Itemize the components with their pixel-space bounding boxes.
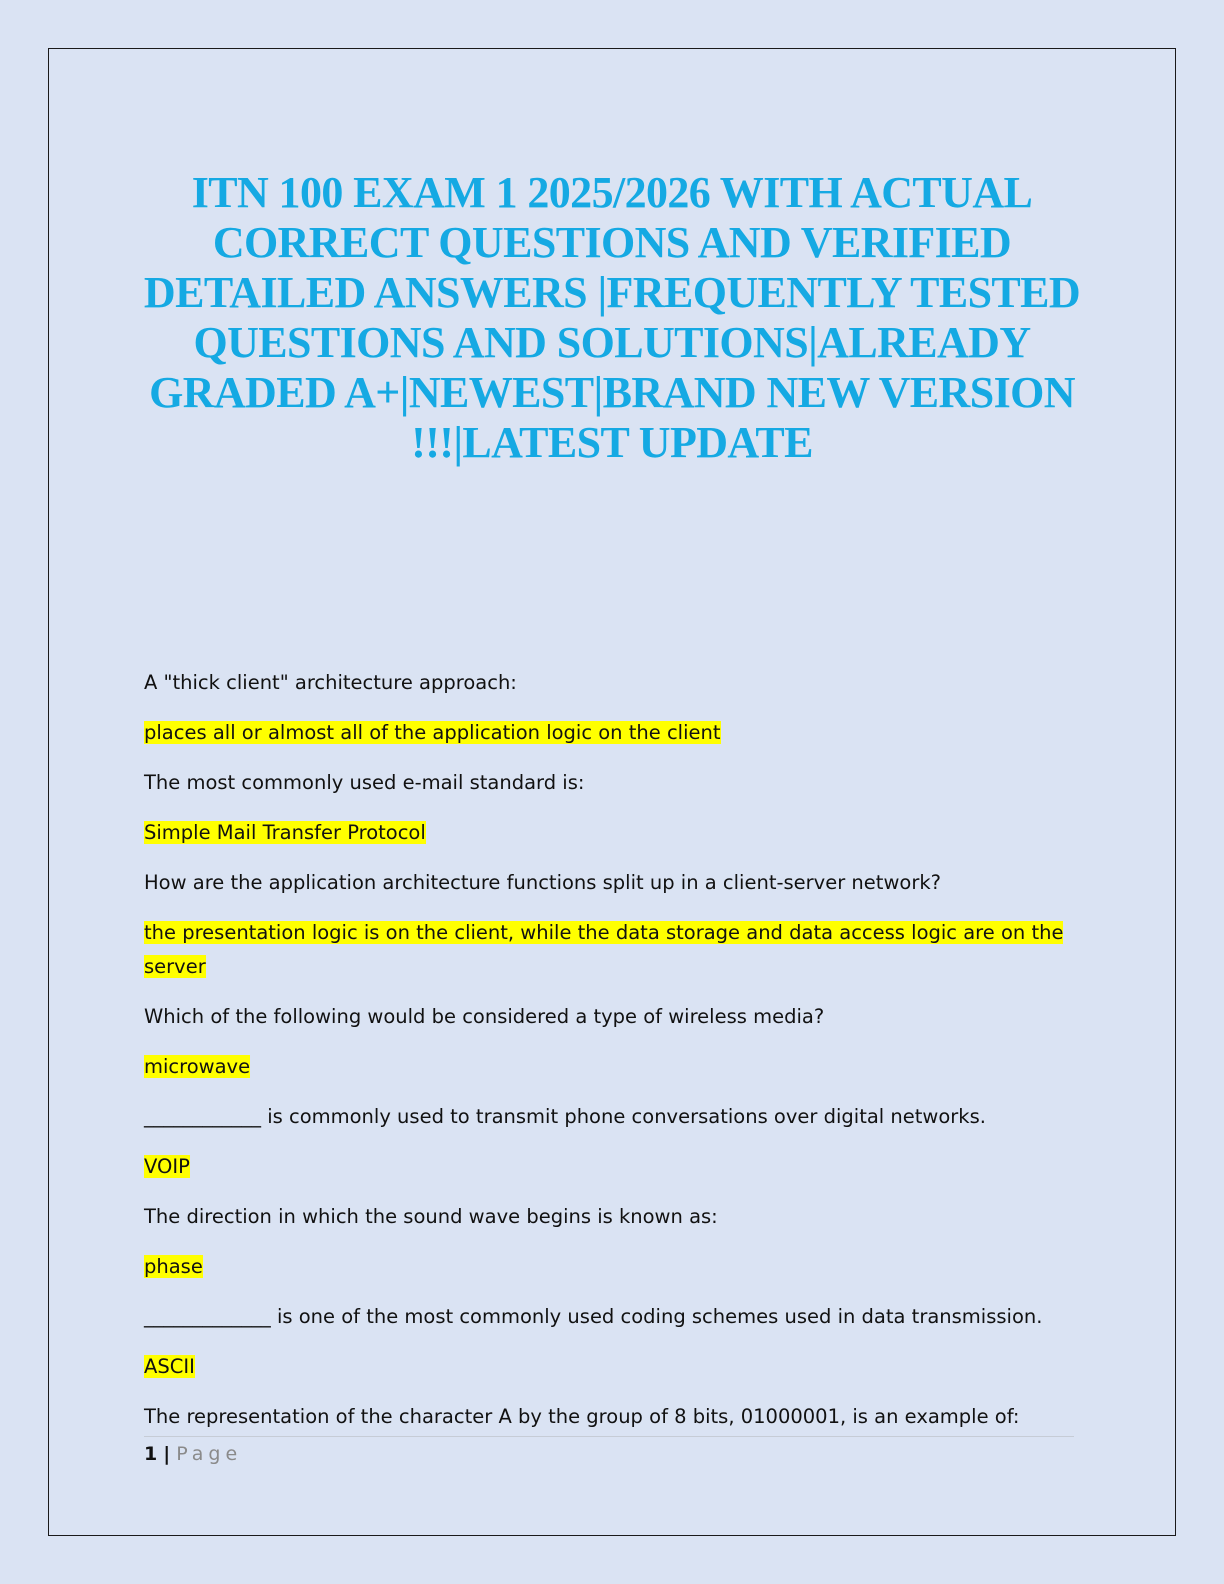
qa-item [144,666,1084,750]
footer-separator: | [163,1443,171,1465]
page-number: 1 [144,1443,158,1465]
page-footer [144,1442,242,1466]
answer-highlight: phase [144,1255,203,1278]
answer-highlight: Simple Mail Transfer Protocol [144,821,426,844]
qa-item [144,1000,1084,1084]
qa-item [144,1400,1084,1434]
question-text: _____________ is one of the most commonly used coding schemes used in data transmission. [144,1305,1043,1328]
answer-text [144,1150,1084,1184]
question-text: ____________ is commonly used to transmit phone conversations over digital networks. [144,1105,986,1128]
answer-text [144,1050,1084,1084]
question-text: A "thick client" architecture approach: [144,671,517,694]
question-text: The representation of the character A by the group of 8 bits, 01000001, is an example of: [144,1405,1020,1428]
question-text: The most commonly used e-mail standard is: [144,771,585,794]
answer-highlight: ASCII [144,1355,195,1378]
qa-item [144,1200,1084,1284]
qa-list [144,666,1084,1450]
question-text: The direction in which the sound wave begins is known as: [144,1205,718,1228]
answer-highlight: places all or almost all of the application logic on the client [144,721,721,744]
answer-highlight: microwave [144,1055,251,1078]
question-text: How are the application architecture functions split up in a client-server network? [144,871,941,894]
document-title: ITN 100 EXAM 1 2025/2026 WITH ACTUAL CORRECT QUESTIONS AND VERIFIED DETAILED ANSWERS |FREQUENTLY TESTED QUESTIONS AND SOLUTIONS|ALREADY GRADED A+|NEWEST|BRAND NEW VERSION !!!|LATEST UPDATE [143,168,1081,467]
answer-text [144,816,1084,850]
page-label: Page [176,1443,243,1465]
qa-item [144,766,1084,850]
answer-highlight: VOIP [144,1155,190,1178]
question-text: Which of the following would be considered a type of wireless media? [144,1005,825,1028]
footer-divider [144,1436,1074,1437]
qa-item [144,1300,1084,1384]
answer-highlight: the presentation logic is on the client, while the data storage and data access logic are on the server [144,921,1064,978]
answer-text [144,916,1084,984]
qa-item [144,1100,1084,1184]
answer-text [144,1250,1084,1284]
answer-text [144,1350,1084,1384]
qa-item [144,866,1084,984]
answer-text [144,716,1084,750]
